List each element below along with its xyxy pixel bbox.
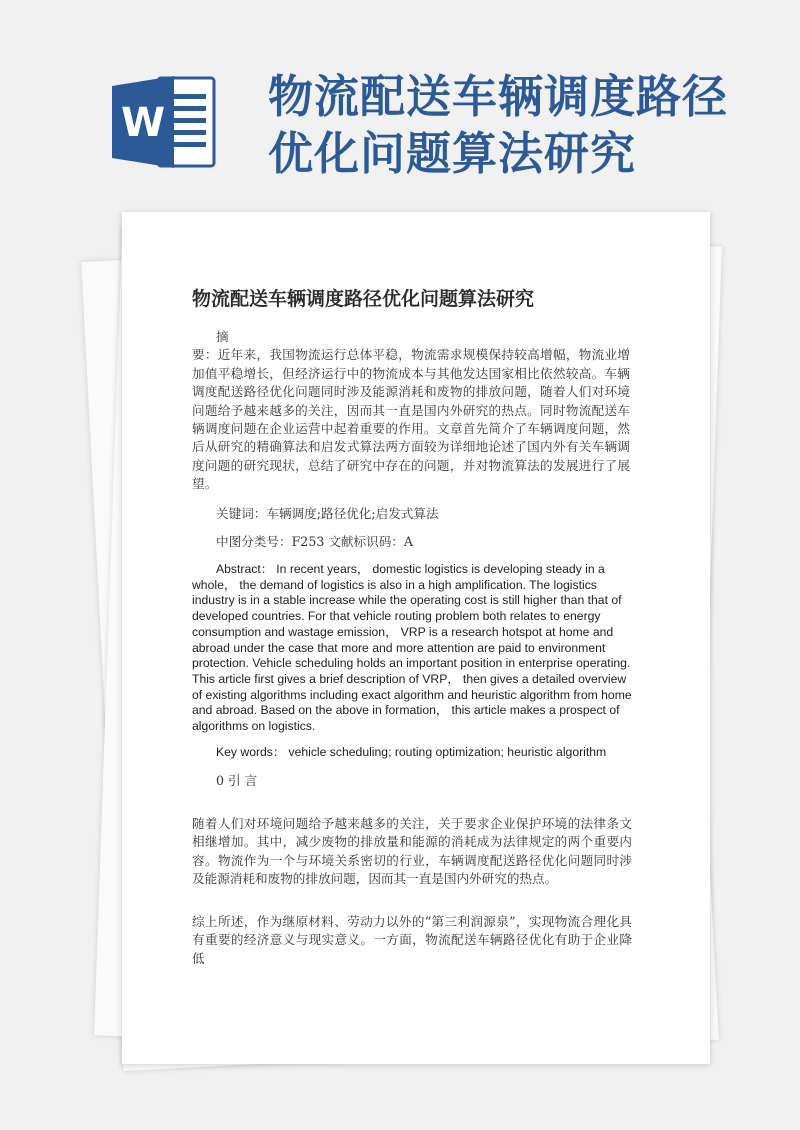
classification-number: 中图分类号：F253 文献标识码：A — [216, 534, 413, 549]
document-title: 物流配送车辆调度路径优化问题算法研究 — [192, 288, 535, 310]
page-title-line-1: 物流配送车辆调度路径 — [268, 70, 729, 123]
abstract-chinese-text: 要：近年来，我国物流运行总体平稳，物流需求规模保持较高增幅，物流业增加值平稳增长，但经济运行中的物流成本与其他发达国家相比依然较高。车辆调度配送路径优化问题同时涉及能源消耗和废物的排放问题，随着人们对环境问题给予越来越多的关注，因而其一直是国内外研究的热点。同时物流配送车辆调度问题在企业运营中起着重要的作用。文章首先简介了车辆调度问题，然后从研究的精确算法和启发式算法两方面较为详细地论述了国内外有关车辆调度问题的研究现状，总结了研究中存在的问题，并对物流算法的发展进行了展望。 — [192, 347, 630, 492]
abstract-label: 摘 — [216, 329, 229, 344]
abstract-english — [192, 562, 632, 735]
abstract-english-text: Abstract： In recent years， domestic logistics is developing steady in a whole， the demand of logistics is also in a high amplification. The logistics industry is in a stable increase while the operating cost is still higher than that of developed countries. For that vehicle routing problem both relates to energy consumption and wastage emission， VRP is a research hotspot at home and abroad under the case that more and more attention are paid to environment protection. Vehicle scheduling holds an important position in enterprise operating. This article first gives a brief description of VRP， then gives a detailed overview of existing algorithms including exact algorithm and heuristic algorithm from home and abroad. Based on the above in formation， this article makes a prospect of algorithms on logistics. — [192, 562, 632, 734]
svg-text:W: W — [120, 100, 166, 146]
keywords-chinese: 关键词：车辆调度;路径优化;启发式算法 — [216, 506, 439, 521]
section-heading-intro: 0 引 言 — [216, 773, 258, 788]
word-doc-icon — [112, 74, 218, 170]
abstract-chinese — [192, 328, 630, 494]
body-paragraph: 随着人们对环境问题给予越来越多的关注，关于要求企业保护环境的法律条文相继增加。其中，减少废物的排放量和能源的消耗成为法律规定的两个重要内容。物流作为一个与环境关系密切的行业，车辆调度配送路径优化问题同时涉及能源消耗和废物的排放问题，因而其一直是国内外研究的热点。 — [192, 816, 632, 887]
keywords-english: Key words： vehicle scheduling; routing optimization; heuristic algorithm — [216, 745, 607, 759]
page-title-line-2: 优化问题算法研究 — [268, 127, 637, 180]
header — [0, 0, 800, 210]
body-paragraph: 综上所述，作为继原材料、劳动力以外的“第三利润源泉”，实现物流合理化具有重要的经济意义与现实意义。一方面，物流配送车辆路径优化有助于企业降低 — [192, 914, 632, 966]
